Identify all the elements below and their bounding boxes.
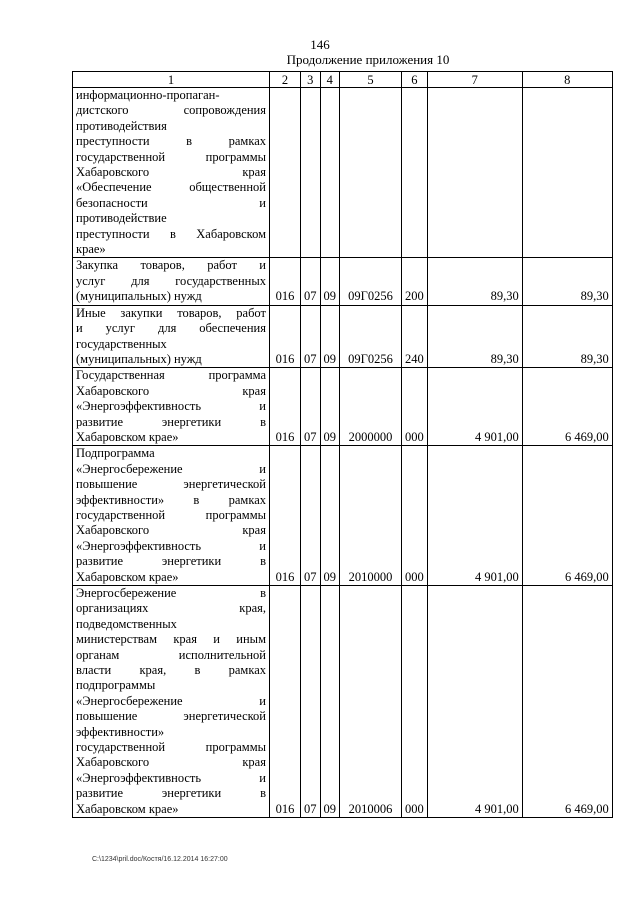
description-line: Хабаровского края xyxy=(76,165,266,180)
subsection-code-cell: 09 xyxy=(320,586,340,818)
target-article-cell: 09Г0256 xyxy=(340,305,402,368)
ministry-code-cell: 016 xyxy=(270,258,301,305)
column-header: 4 xyxy=(320,72,340,88)
amount-2016-cell: 6 469,00 xyxy=(522,446,612,586)
column-header: 1 xyxy=(73,72,270,88)
column-header: 6 xyxy=(402,72,428,88)
description-line: дистского сопровождения xyxy=(76,103,266,118)
description-line: Хабаровского края xyxy=(76,523,266,538)
amount-2015-cell: 4 901,00 xyxy=(427,446,522,586)
row-description xyxy=(73,586,270,818)
table-header-row xyxy=(73,72,613,88)
column-header: 3 xyxy=(301,72,321,88)
description-line: государственных xyxy=(76,336,167,351)
column-header: 2 xyxy=(270,72,301,88)
section-code-cell: 07 xyxy=(301,586,321,818)
row-description xyxy=(73,446,270,586)
section-code-cell: 07 xyxy=(301,368,321,446)
description-line: и услуг для обеспечения xyxy=(76,321,266,336)
description-line: «Энергоэффективность и xyxy=(76,399,266,414)
ministry-code-cell: 016 xyxy=(270,305,301,368)
target-article-cell: 2000000 xyxy=(340,368,402,446)
description-line: противодействия xyxy=(76,118,167,133)
section-code-cell: 07 xyxy=(301,305,321,368)
amount-2016-cell xyxy=(522,88,612,258)
row-description xyxy=(73,258,270,305)
table-row xyxy=(73,446,613,586)
description-line: эффективности» в рамках xyxy=(76,492,266,507)
description-line: безопасности и xyxy=(76,195,266,210)
amount-2015-cell: 4 901,00 xyxy=(427,368,522,446)
expense-type-cell: 000 xyxy=(402,446,428,586)
description-line: власти края, в рамках xyxy=(76,663,266,678)
description-line: преступности в рамках xyxy=(76,134,266,149)
description-line: (муниципальных) нужд xyxy=(76,289,202,304)
subsection-code-cell: 09 xyxy=(320,446,340,586)
target-article-cell: 2010006 xyxy=(340,586,402,818)
description-line: Закупка товаров, работ и xyxy=(76,258,266,273)
subsection-code-cell: 09 xyxy=(320,305,340,368)
file-path-footer: C:\1234\pril.doc/Костя/16.12.2014 16:27:00 xyxy=(92,856,228,863)
description-line: Хабаровском крае» xyxy=(76,429,179,444)
description-line: повышение энергетической xyxy=(76,477,266,492)
amount-2015-cell xyxy=(427,88,522,258)
description-line: «Энергосбережение и xyxy=(76,461,266,476)
ministry-code-cell: 016 xyxy=(270,368,301,446)
table-row xyxy=(73,88,613,258)
description-line: «Обеспечение общественной xyxy=(76,180,266,195)
description-line: Иные закупки товаров, работ xyxy=(76,305,266,320)
expense-type-cell xyxy=(402,88,428,258)
column-header: 5 xyxy=(340,72,402,88)
amount-2016-cell: 6 469,00 xyxy=(522,586,612,818)
row-description xyxy=(73,368,270,446)
description-line: Энергосбережение в xyxy=(76,586,266,600)
subsection-code-cell: 09 xyxy=(320,258,340,305)
table-row xyxy=(73,586,613,818)
table-row xyxy=(73,368,613,446)
description-line: (муниципальных) нужд xyxy=(76,351,202,366)
page-number: 146 xyxy=(310,37,330,52)
description-line: преступности в Хабаровском xyxy=(76,226,266,241)
target-article-cell xyxy=(340,88,402,258)
section-code-cell: 07 xyxy=(301,258,321,305)
description-line: «Энергоэффективность и xyxy=(76,770,266,785)
description-line: государственной программы xyxy=(76,149,266,164)
target-article-cell: 09Г0256 xyxy=(340,258,402,305)
description-line: организациях края, xyxy=(76,601,266,616)
ministry-code-cell xyxy=(270,88,301,258)
description-line: Подпрограмма xyxy=(76,446,155,461)
row-description xyxy=(73,305,270,368)
table-row xyxy=(73,305,613,368)
budget-table xyxy=(72,71,613,818)
description-line: Хабаровского края xyxy=(76,755,266,770)
description-line: Хабаровском крае» xyxy=(76,569,179,584)
row-description xyxy=(73,88,270,258)
description-line: Государственная программа xyxy=(76,368,266,383)
amount-2015-cell: 89,30 xyxy=(427,305,522,368)
amount-2016-cell: 89,30 xyxy=(522,305,612,368)
column-header: 8 xyxy=(522,72,612,88)
description-line: развитие энергетики в xyxy=(76,554,266,569)
expense-type-cell: 200 xyxy=(402,258,428,305)
continuation-title: Продолжение приложения 10 xyxy=(286,52,450,67)
description-line: Хабаровском крае» xyxy=(76,801,179,816)
description-line: государственной программы xyxy=(76,507,266,522)
expense-type-cell: 000 xyxy=(402,368,428,446)
description-line: крае» xyxy=(76,242,106,257)
subsection-code-cell xyxy=(320,88,340,258)
target-article-cell: 2010000 xyxy=(340,446,402,586)
subsection-code-cell: 09 xyxy=(320,368,340,446)
description-line: «Энергосбережение и xyxy=(76,693,266,708)
description-line: повышение энергетической xyxy=(76,709,266,724)
description-line: подведомственных xyxy=(76,616,177,631)
description-line: услуг для государственных xyxy=(76,273,266,288)
description-line: «Энергоэффективность и xyxy=(76,538,266,553)
description-line: противодействие xyxy=(76,211,167,226)
section-code-cell xyxy=(301,88,321,258)
expense-type-cell: 240 xyxy=(402,305,428,368)
column-header: 7 xyxy=(427,72,522,88)
amount-2015-cell: 4 901,00 xyxy=(427,586,522,818)
amount-2016-cell: 89,30 xyxy=(522,258,612,305)
section-code-cell: 07 xyxy=(301,446,321,586)
description-line: Хабаровского края xyxy=(76,383,266,398)
description-line: органам исполнительной xyxy=(76,647,266,662)
description-line: информационно-пропаган- xyxy=(76,88,220,102)
description-line: эффективности» xyxy=(76,724,165,739)
amount-2016-cell: 6 469,00 xyxy=(522,368,612,446)
description-line: развитие энергетики в xyxy=(76,786,266,801)
description-line: государственной программы xyxy=(76,740,266,755)
expense-type-cell: 000 xyxy=(402,586,428,818)
ministry-code-cell: 016 xyxy=(270,586,301,818)
amount-2015-cell: 89,30 xyxy=(427,258,522,305)
ministry-code-cell: 016 xyxy=(270,446,301,586)
table-row xyxy=(73,258,613,305)
description-line: подпрограммы xyxy=(76,678,156,693)
description-line: развитие энергетики в xyxy=(76,414,266,429)
description-line: министерствам края и иным xyxy=(76,632,266,647)
